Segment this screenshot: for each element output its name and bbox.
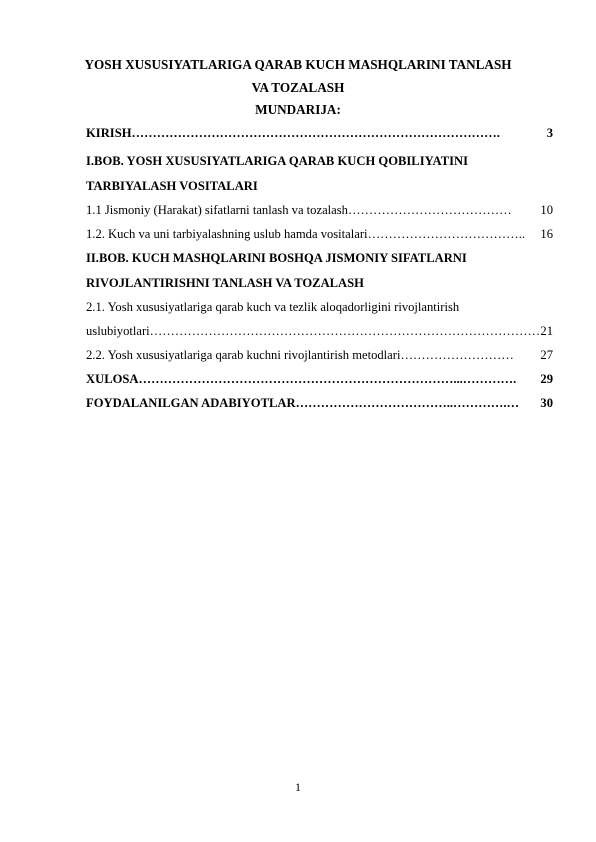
- toc-entry-1-1: [86, 203, 553, 218]
- toc-page-number: 29: [540, 372, 553, 386]
- toc-page-number: 30: [540, 396, 553, 410]
- toc-entry-kirish: [86, 126, 553, 141]
- toc-chapter-1-line-1: I.BOB. YOSH XUSUSIYATLARIGA QARAB KUCH QOBILIYATINI: [86, 154, 468, 168]
- toc-leader-dots: …………………………………………………………………………………: [149, 324, 541, 338]
- toc-leader-dots: …………………………………………………………………...………….: [138, 372, 517, 386]
- page-number: 1: [295, 780, 301, 794]
- toc-leader-dots: ………………………………..: [367, 227, 525, 241]
- toc-entry-2-2: [86, 348, 553, 363]
- toc-entry-text: KIRISH: [86, 126, 132, 140]
- toc-chapter-2-line-2: RIVOJLANTIRISHNI TANLASH VA TOZALASH: [86, 276, 364, 290]
- contents-heading: MUNDARIJA:: [255, 102, 341, 117]
- toc-page-number: 16: [540, 227, 553, 241]
- toc-entry-text: FOYDALANILGAN ADABIYOTLAR: [86, 396, 296, 410]
- document-title-line-2: VA TOZALASH: [251, 80, 345, 95]
- toc-entry-text: XULOSA: [86, 372, 139, 386]
- toc-page-number: 21: [540, 324, 553, 338]
- toc-entry-text: 1.2. Kuch va uni tarbiyalashning uslub hamda vositalari: [86, 227, 368, 241]
- toc-leader-dots: ………………………………..………….…: [295, 396, 520, 410]
- toc-entry-2-1-line-1: 2.1. Yosh xususiyatlariga qarab kuch va tezlik aloqadorligini rivojlantirish: [86, 300, 460, 314]
- toc-page-number: 10: [540, 203, 553, 217]
- toc-chapter-1-line-2: TARBIYALASH VOSITALARI: [86, 179, 258, 193]
- toc-leader-dots: …………………………………: [347, 203, 512, 217]
- toc-entry-text: 1.1 Jismoniy (Harakat) sifatlarni tanlash va tozalash: [86, 203, 348, 217]
- document-title-line-1: YOSH XUSUSIYATLARIGA QARAB KUCH MASHQLARINI TANLASH: [84, 57, 512, 72]
- toc-leader-dots: …………………………………………………………………………….: [131, 126, 500, 140]
- toc-page-number: 3: [546, 126, 553, 140]
- toc-entry-text: 2.2. Yosh xususiyatlariga qarab kuchni rivojlantirish metodlari: [86, 348, 401, 362]
- toc-entry-adabiyotlar: [86, 396, 553, 411]
- toc-entry-text: uslubiyotlari: [86, 324, 150, 338]
- toc-entry-xulosa: [86, 372, 553, 387]
- toc-chapter-2-line-1: II.BOB. KUCH MASHQLARINI BOSHQA JISMONIY SIFATLARNI: [86, 251, 467, 265]
- toc-page-number: 27: [540, 348, 553, 362]
- toc-entry-2-1-line-2: [86, 324, 553, 339]
- toc-entry-1-2: [86, 227, 553, 242]
- toc-leader-dots: ………………………: [400, 348, 514, 362]
